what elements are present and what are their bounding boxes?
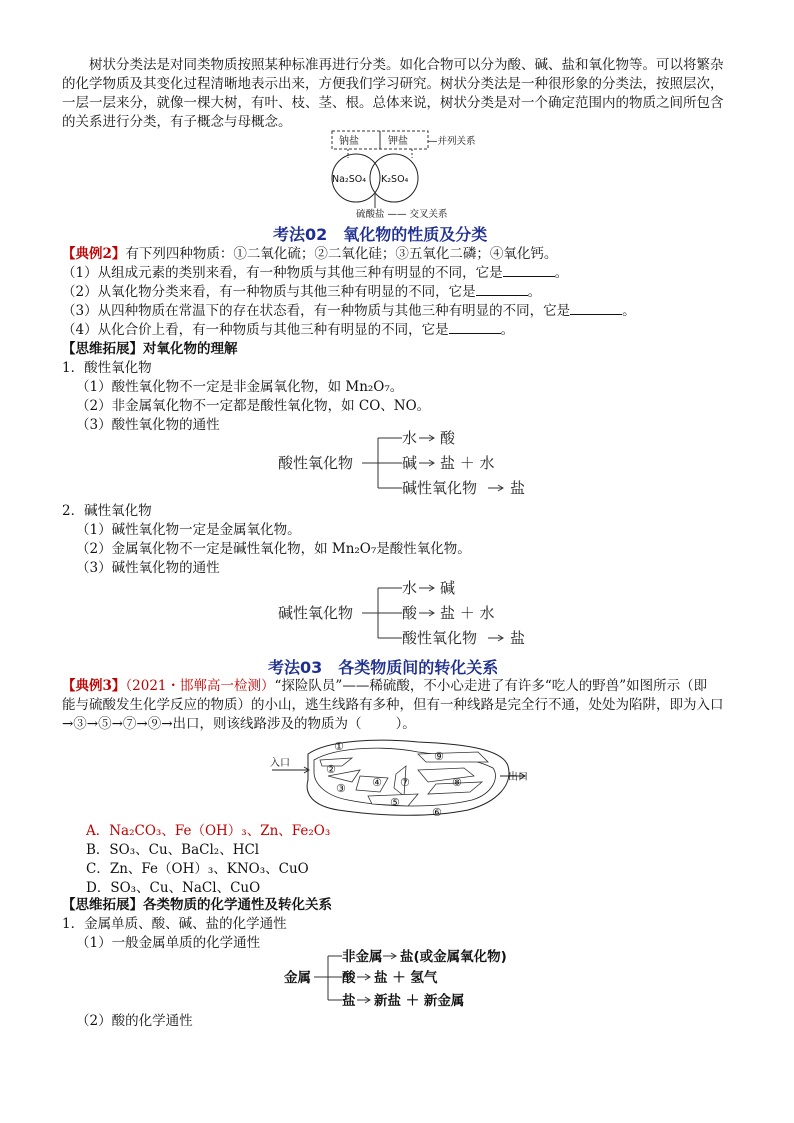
flow-r2a: 酸: [342, 970, 356, 986]
maze-node-9: ⑨: [434, 750, 444, 763]
example-3-text: “探险队员”——稀硫酸，不小心走进了有许多“吃人的野兽”如图所示（即: [274, 678, 708, 694]
maze-figure: [268, 736, 538, 822]
section-02-title: 考法02 氧化物的性质及分类: [273, 225, 488, 244]
flow-r3b: 盐: [510, 479, 526, 497]
question-1: [62, 264, 568, 283]
example-3-line-3: [62, 715, 416, 734]
option-d[interactable]: D．SO₃、Cu、NaCl、CuO: [86, 880, 261, 896]
venn-circle-right: K₂SO₄: [381, 174, 409, 185]
venn-parallel-label: —并列关系: [428, 136, 476, 147]
acid-oxide-flow: [278, 426, 548, 502]
question-2-text: （2）从氧化物分类来看，有一种物质与其他三种有明显的不同，它是: [62, 284, 476, 300]
flow-r1a: 非金属: [342, 949, 383, 965]
acid-oxide-heading: 1．酸性氧化物: [62, 360, 152, 376]
base-oxide-point-1: （1）碱性氧化物一定是金属氧化物。: [76, 522, 301, 538]
maze-node-6: ⑥: [432, 806, 442, 819]
extension-tag-oxides: 【思维拓展】对氧化物的理解: [62, 341, 238, 357]
flow-r1b: 盐(或金属氧化物): [400, 949, 507, 965]
flow-r1b: 碱: [440, 579, 456, 597]
acid-oxide-point-1: （1）酸性氧化物不一定是非金属氧化物，如 Mn₂O₇。: [76, 379, 404, 395]
flow-r3b: 盐: [510, 629, 526, 647]
flow-root: 酸性氧化物: [278, 454, 354, 472]
option-a[interactable]: A．Na₂CO₃、Fe（OH）₃、Zn、Fe₂O₃: [86, 823, 331, 839]
base-oxide-flow: [278, 576, 548, 652]
example-3-source: （2021・邯郸高一检测）: [125, 678, 275, 694]
period: 。: [527, 284, 542, 300]
flow-r3a: 碱性氧化物: [402, 479, 478, 497]
example-3-line-3-end: ）。: [395, 716, 416, 732]
flow-r1b: 酸: [440, 429, 456, 447]
answer-blank[interactable]: [476, 283, 528, 296]
answer-blank[interactable]: [503, 264, 555, 277]
option-c[interactable]: C．Zn、Fe（OH）₃、KNO₃、CuO: [86, 861, 309, 877]
base-oxide-point-3: （3）碱性氧化物的通性: [76, 560, 220, 576]
maze-node-1: ①: [334, 740, 344, 753]
flow-r2b: 盐 ＋ 氢气: [374, 970, 438, 986]
maze-node-8: ⑧: [452, 776, 462, 789]
flow-r2a: 酸: [402, 604, 418, 622]
maze-node-3: ③: [336, 782, 346, 795]
base-oxide-heading: 2．碱性氧化物: [62, 503, 152, 519]
example-2: [62, 245, 557, 264]
question-2: [62, 283, 541, 302]
question-4: [62, 321, 514, 340]
option-b[interactable]: B．SO₃、Cu、BaCl₂、HCl: [86, 842, 260, 858]
section-03-title: 考法03 各类物质间的转化关系: [268, 658, 499, 677]
example-3-line-1: [62, 677, 707, 696]
answer-blank[interactable]: [570, 302, 622, 315]
example-2-text: 有下列四种物质：①二氧化硫；②二氧化硅；③五氧化二磷；④氧化钙。: [125, 246, 558, 262]
maze-node-4: ④: [372, 776, 382, 789]
answer-blank[interactable]: [449, 321, 501, 334]
flow-r3a: 酸性氧化物: [402, 629, 478, 647]
venn-diagram: [318, 128, 488, 220]
flow-r1a: 水: [402, 429, 418, 447]
flow-root: 金属: [284, 970, 311, 986]
item-1-heading: 1．金属单质、酸、碱、盐的化学通性: [62, 916, 287, 932]
flow-r3a: 盐: [342, 993, 356, 1009]
extension-tag-conversion: 【思维拓展】各类物质的化学通性及转化关系: [62, 897, 332, 913]
maze-entry-label: 入口: [270, 758, 290, 769]
flow-r3b: 新盐 ＋ 新金属: [374, 993, 465, 1009]
item-1a: （1）一般金属单质的化学通性: [76, 935, 261, 951]
example-3-line-2: 能与硫酸发生化学反应的物质）的小山，逃生线路有多种，但有一种线路是完全行不通，处处为陷阱，即为入口: [62, 697, 724, 713]
maze-node-2: ②: [326, 763, 336, 776]
question-3-text: （3）从四种物质在常温下的存在状态看，有一种物质与其他三种有明显的不同，它是: [62, 303, 571, 319]
venn-box-left: 钠盐: [339, 136, 359, 147]
flow-r2b: 盐 ＋ 水: [440, 454, 495, 472]
flow-r2a: 碱: [402, 454, 418, 472]
venn-circle-left: Na₂SO₄: [332, 174, 367, 185]
venn-box-right: 钾盐: [388, 136, 408, 147]
example-3-line-3-text: →③→⑤→⑦→⑨→出口，则该线路涉及的物质为（: [62, 716, 362, 732]
metal-flow: [284, 944, 544, 1012]
flow-r2b: 盐 ＋ 水: [440, 604, 495, 622]
maze-node-5: ⑤: [390, 796, 400, 809]
maze-node-7: ⑦: [400, 776, 410, 789]
question-1-text: （1）从组成元素的类别来看，有一种物质与其他三种有明显的不同，它是: [62, 265, 503, 281]
flow-root: 碱性氧化物: [278, 604, 354, 622]
intro-paragraph: 树状分类法是对同类物质按照某种标准再进行分类。如化合物可以分为酸、碱、盐和氧化物等。可以将繁杂的化学物质及其变化过程清晰地表示出来，方便我们学习研究。树状分类法是一种很形象的分类法，按照层次，一层一层来分，就像一棵大树，有叶、枝、茎、根。总体来说，树状分类是对一个确定范围内的物质之间所包含的关系进行分类，有子概念与母概念。: [62, 57, 724, 130]
period: 。: [554, 265, 569, 281]
acid-oxide-point-3: （3）酸性氧化物的通性: [76, 417, 220, 433]
period: 。: [622, 303, 636, 319]
venn-bottom-label: 硫酸盐 —— 交叉关系: [356, 209, 448, 220]
flow-r1a: 水: [402, 579, 418, 597]
maze-exit-label: 出口: [508, 772, 528, 783]
question-4-text: （4）从化合价上看，有一种物质与其他三种有明显的不同，它是: [62, 322, 449, 338]
item-1b: （2）酸的化学通性: [76, 1013, 193, 1029]
example-3-tag: 【典例3】: [62, 678, 126, 694]
acid-oxide-point-2: （2）非金属氧化物不一定都是酸性氧化物，如 CO、NO。: [76, 398, 431, 414]
question-3: [62, 302, 636, 321]
period: 。: [500, 322, 515, 338]
example-2-tag: 【典例2】: [62, 246, 126, 262]
base-oxide-point-2: （2）金属氧化物不一定是碱性氧化物，如 Mn₂O₇是酸性氧化物。: [76, 541, 471, 557]
